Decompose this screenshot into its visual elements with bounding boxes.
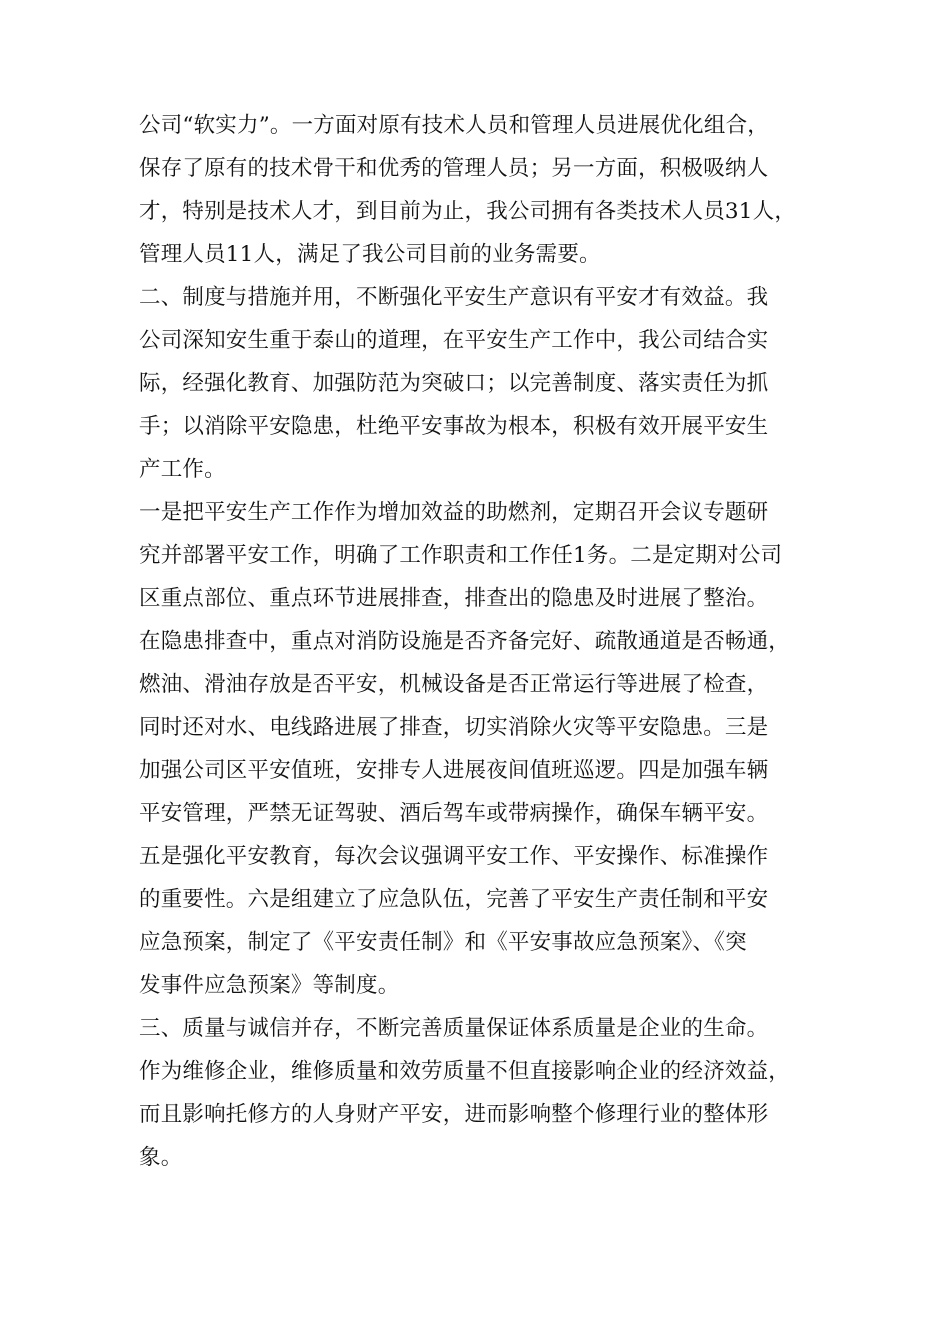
text-line: 应急预案，制定了《平安责任制》和《平安事故应急预案》、《突 bbox=[139, 930, 747, 955]
text-line: 二、制度与措施并用，不断强化平安生产意识有平安才有效益。我 bbox=[139, 285, 769, 310]
text-line: 究并部署平安工作，明确了工作职责和工作任1务。二是定期对公司 bbox=[139, 543, 783, 568]
text-line: 五是强化平安教育，每次会议强调平安工作、平安操作、标准操作 bbox=[139, 844, 769, 869]
text-line: 发事件应急预案》等制度。 bbox=[139, 973, 400, 998]
text-line: 三、质量与诚信并存，不断完善质量保证体系质量是企业的生命。 bbox=[139, 1016, 769, 1041]
text-line: 产工作。 bbox=[139, 457, 226, 482]
text-line: 象。 bbox=[139, 1145, 183, 1170]
text-line: 同时还对水、电线路进展了排查，切实消除火灾等平安隐患。三是 bbox=[139, 715, 769, 740]
text-line: 手；以消除平安隐患，杜绝平安事故为根本，积极有效开展平安生 bbox=[139, 414, 769, 439]
text-line: 的重要性。六是组建立了应急队伍，完善了平安生产责任制和平安 bbox=[139, 887, 769, 912]
text-line: 一是把平安生产工作作为增加效益的助燃剂，定期召开会议专题研 bbox=[139, 500, 769, 525]
text-line: 际，经强化教育、加强防范为突破口；以完善制度、落实责任为抓 bbox=[139, 371, 769, 396]
text-line: 而且影响托修方的人身财产平安，进而影响整个修理行业的整体形 bbox=[139, 1102, 769, 1127]
text-line: 管理人员11人，满足了我公司目前的业务需要。 bbox=[139, 242, 601, 267]
text-line: 区重点部位、重点环节进展排查，排查出的隐患及时进展了整治。 bbox=[139, 586, 769, 611]
text-line: 公司“软实力”。一方面对原有技术人员和管理人员进展优化组合， bbox=[139, 113, 769, 138]
text-line: 才，特别是技术人才，到目前为止，我公司拥有各类技术人员31人， bbox=[139, 199, 797, 224]
text-line: 作为维修企业，维修质量和效劳质量不但直接影响企业的经济效益， bbox=[139, 1059, 791, 1084]
text-line: 燃油、滑油存放是否平安，机械设备是否正常运行等进展了检查， bbox=[139, 672, 769, 697]
text-line: 公司深知安生重于泰山的道理，在平安生产工作中，我公司结合实 bbox=[139, 328, 769, 353]
text-line: 加强公司区平安值班，安排专人进展夜间值班巡逻。四是加强车辆 bbox=[139, 758, 769, 783]
text-line: 平安管理，严禁无证驾驶、酒后驾车或带病操作，确保车辆平安。 bbox=[139, 801, 769, 826]
text-line: 保存了原有的技术骨干和优秀的管理人员；另一方面，积极吸纳人 bbox=[139, 156, 769, 181]
body-text bbox=[139, 104, 839, 1179]
text-line: 在隐患排查中，重点对消防设施是否齐备完好、疏散通道是否畅通， bbox=[139, 629, 791, 654]
